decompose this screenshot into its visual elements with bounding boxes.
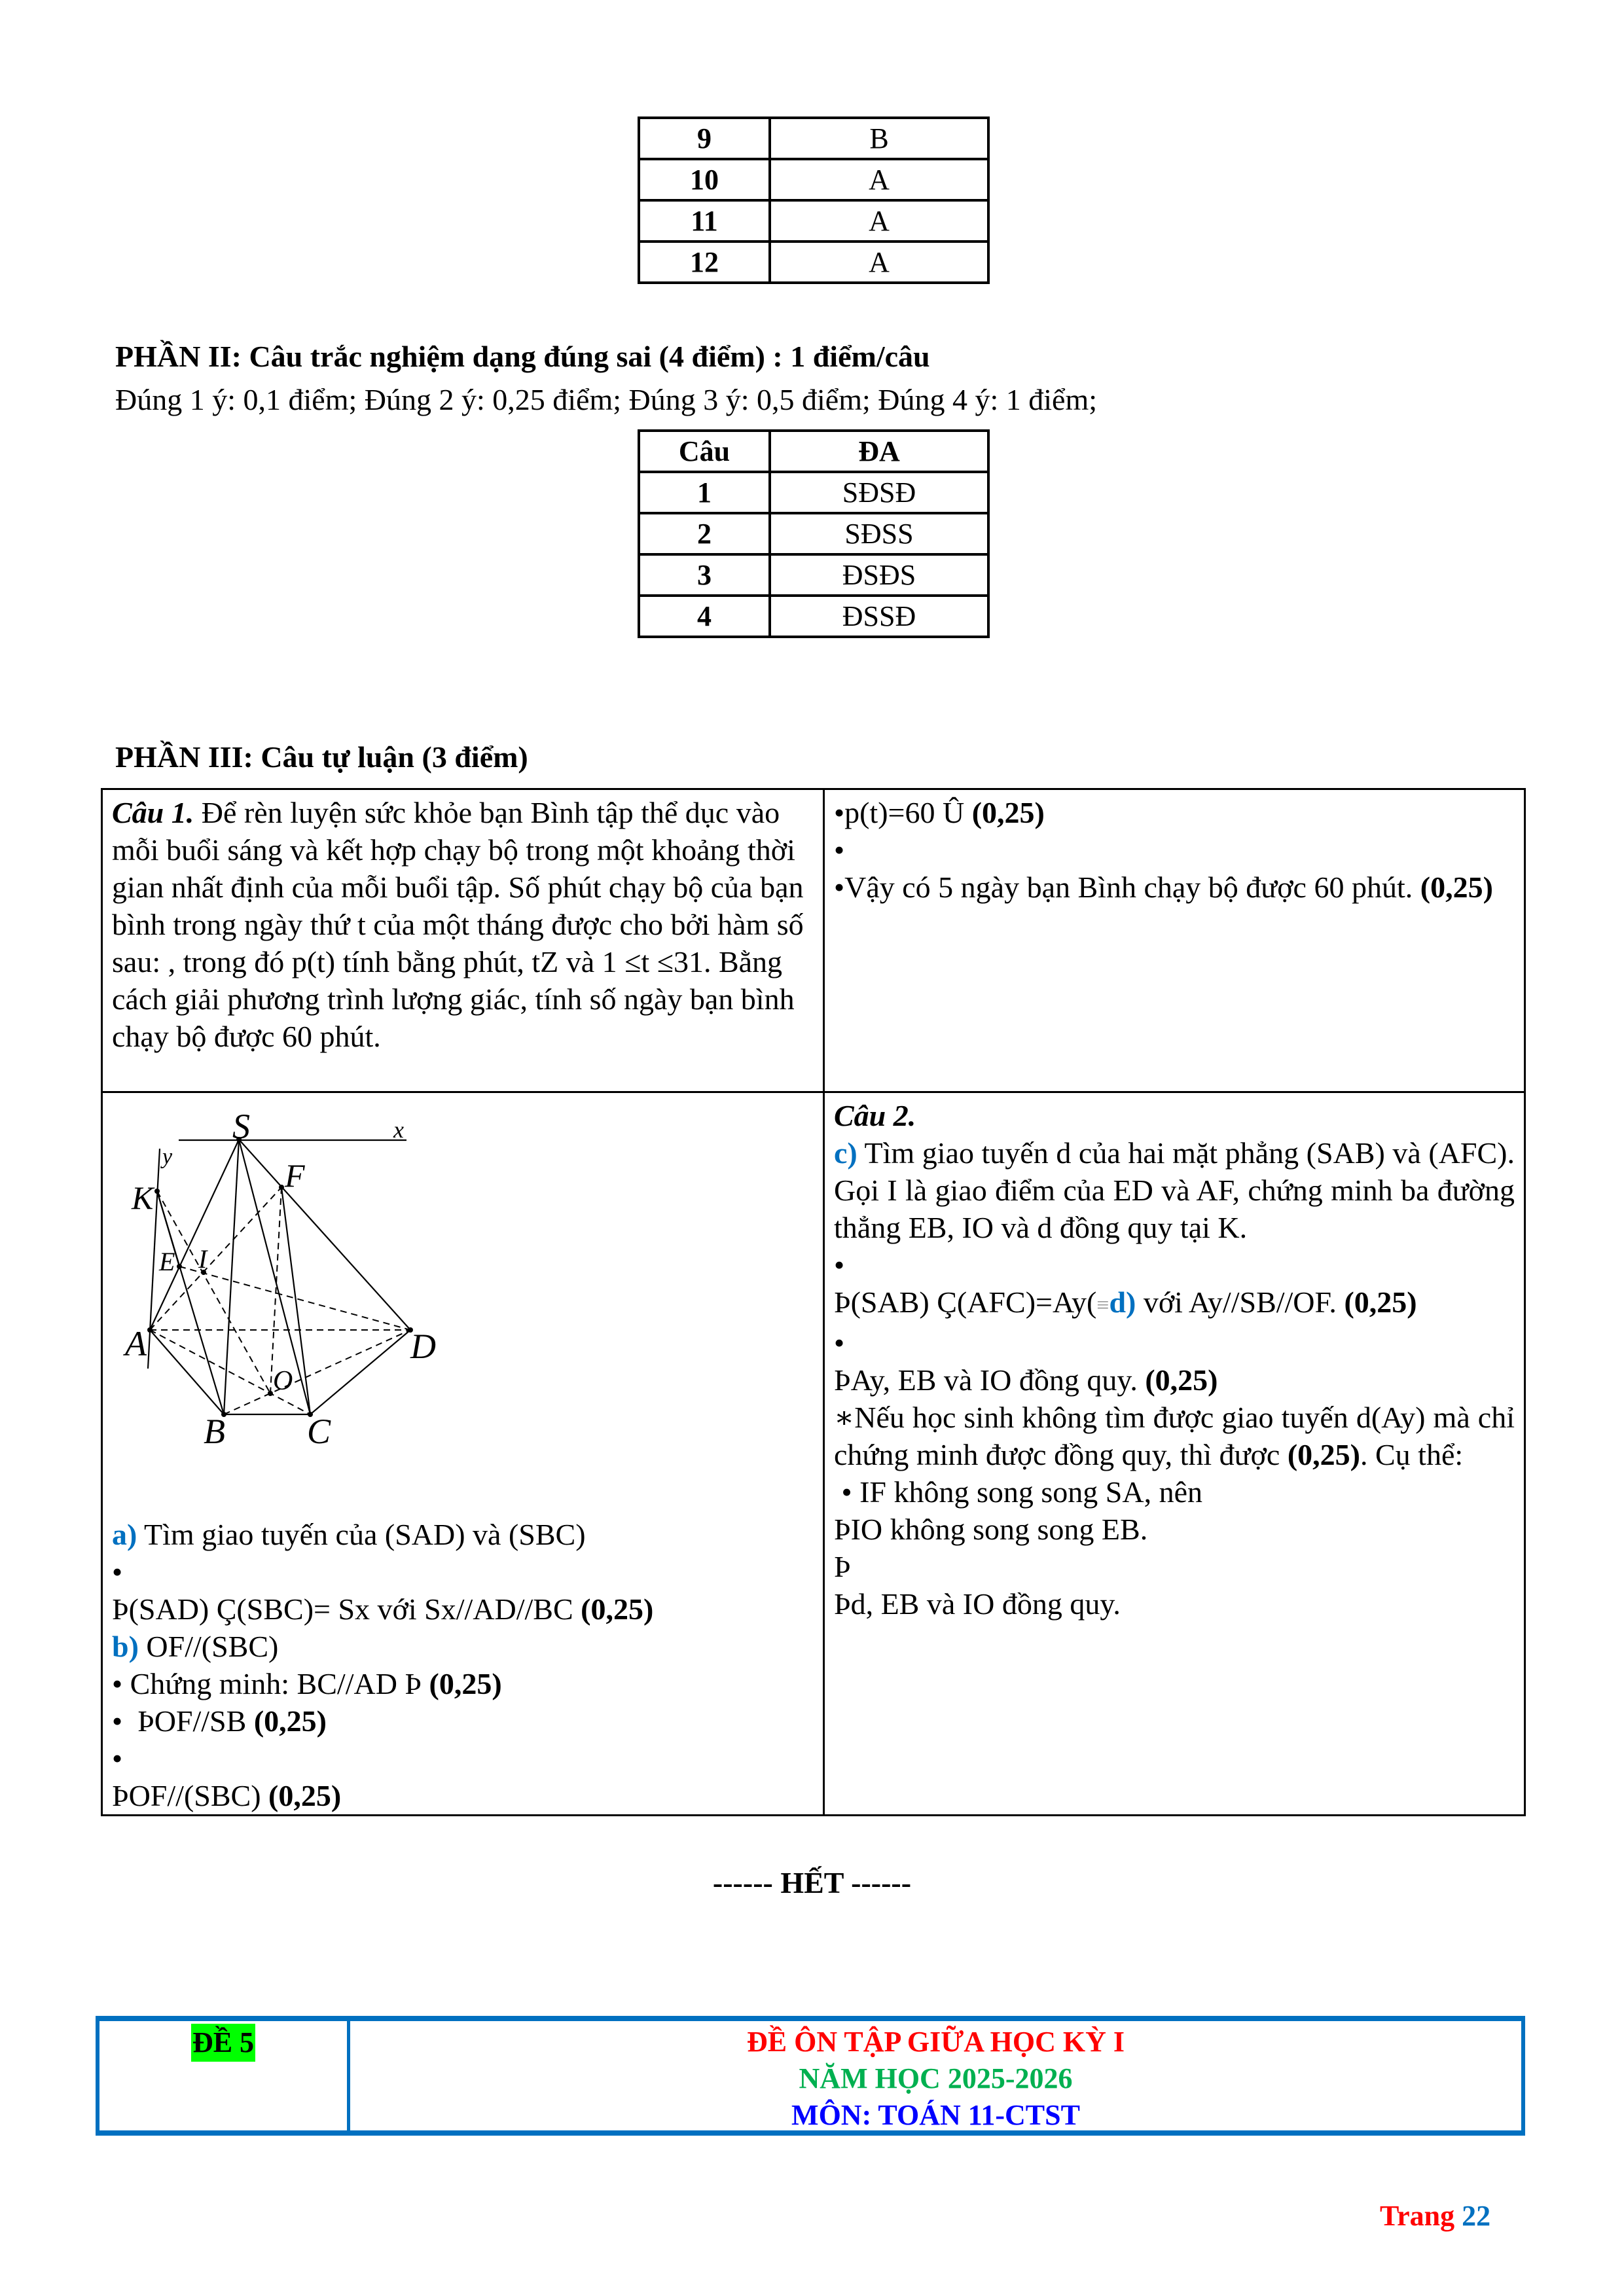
label-x: x [393,1117,404,1143]
question-number: 10 [639,159,770,200]
part2-answer-table [638,429,990,638]
part1-answer-table [638,117,990,284]
question2-left-cell [102,1092,824,1816]
table-row [639,472,988,513]
part-b-line: • Chứng minh: BC//AD Þ (0,25) [112,1667,502,1700]
part-c-line: Þ(SAB) Ç(AFC)=Ay(≡d) với Ay//SB//OF. (0,25) [834,1285,1417,1319]
question-number: 3 [639,554,770,596]
question1-text: Để rèn luyện sức khỏe bạn Bình tập thể dục vào mỗi buổi sáng và kết hợp chạy bộ trong một khoảng thời gian nhất định của mỗi buổi tập. Số phút chạy bộ của bạn bình trong ngày thứ t của một tháng được cho bởi hàm số sau: , trong đó p(t) tính bằng phút, tZ và 1 ≤t ≤31. Bằng cách giải phương trình lượng giác, tính số ngày bạn bình chạy bộ được 60 phút. [112,796,804,1053]
part-c-line: Þd, EB và IO đồng quy. [834,1587,1121,1621]
answer-cell: ĐSĐS [770,554,988,596]
answer-line: •Vậy có 5 ngày bạn Bình chạy bộ được 60 phút. (0,25) [834,870,1493,904]
part-c-line: ÞAy, EB và IO đồng quy. (0,25) [834,1363,1218,1397]
table-row [639,242,988,283]
answer-cell: A [770,242,988,283]
score: (0,25) [581,1592,654,1626]
label-S: S [232,1107,250,1146]
part-c-line: • IF không song song SA, nên [834,1475,1203,1509]
answer-line: •p(t)=60 Û (0,25) [834,796,1045,829]
part-c-line: Þ [834,1550,851,1583]
exam-year: NĂM HỌC 2025-2026 [799,2062,1073,2094]
answer-cell: A [770,159,988,200]
exam-number-cell [99,2021,350,2130]
exam-number-badge: ĐỀ 5 [191,2024,255,2062]
question-number: 9 [639,118,770,159]
equivalent-symbol: ≡ [1096,1293,1110,1318]
label-D: D [410,1327,436,1366]
table-row [639,159,988,200]
table-row [639,513,988,554]
grading-note: ∗Nếu học sinh không tìm được giao tuyến d(Ay) mà chỉ chứng minh được đồng quy, thì được (0,25). Cụ thể: [834,1401,1515,1471]
part2-heading: PHẦN II: Câu trắc nghiệm dạng đúng sai (4 điểm) : 1 điểm/câu [115,340,930,373]
score: (0,25) [971,796,1045,829]
question1-row [102,789,1525,1092]
page-label: Trang [1380,2200,1455,2232]
question1-prompt-cell [102,789,824,1092]
table-row [639,596,988,637]
next-exam-header [96,2016,1525,2136]
question1-answer-cell [824,789,1525,1092]
part-c-line: ÞIO không song song EB. [834,1513,1148,1546]
geometry-figure [103,1093,816,1518]
table-header-row [639,431,988,472]
question1-label: Câu 1. [112,796,194,829]
answer-cell: ĐSSĐ [770,596,988,637]
question-number: 4 [639,596,770,637]
end-marker: ------ HẾT ------ [712,1866,912,1899]
label-K: K [132,1179,154,1216]
question-number: 1 [639,472,770,513]
table-row [639,118,988,159]
part2-scoring-rule: Đúng 1 ý: 0,1 điểm; Đúng 2 ý: 0,25 điểm; Đúng 3 ý: 0,5 điểm; Đúng 4 ý: 1 điểm; [115,383,1098,416]
part3-solution-table [101,788,1526,1816]
score: (0,25) [429,1667,502,1700]
answer-cell: A [770,200,988,242]
part-a-title: a) Tìm giao tuyến của (SAD) và (SBC) [112,1518,586,1551]
table-row [639,200,988,242]
question-number: 2 [639,513,770,554]
score: (0,25) [268,1779,342,1812]
question-number: 11 [639,200,770,242]
part3-heading: PHẦN III: Câu tự luận (3 điểm) [115,740,528,774]
question-number: 12 [639,242,770,283]
column-header-answer: ĐA [770,431,988,472]
question2-right-cell [824,1092,1525,1816]
score: (0,25) [1287,1438,1360,1471]
score: (0,25) [253,1704,327,1738]
table-row [639,554,988,596]
bullet: • [834,1248,845,1282]
label-y: y [162,1145,173,1169]
part-c-title: c) Tìm giao tuyến d của hai mặt phẳng (SAB) và (AFC). Gọi I là giao điểm của ED và AF, chứng minh ba đường thẳng EB, IO và d đồng quy tại K. [834,1136,1515,1244]
label-F: F [285,1157,305,1194]
label-E: E [159,1247,175,1276]
score: (0,25) [1145,1363,1218,1397]
question2-label: Câu 2. [834,1099,916,1132]
label-O: O [273,1366,293,1396]
page-number: 22 [1462,2200,1491,2232]
answer-cell: SĐSĐ [770,472,988,513]
label-B: B [204,1412,225,1451]
answer-cell: B [770,118,988,159]
question2-row [102,1092,1525,1816]
part-b-line: • ÞOF//SB (0,25) [112,1704,327,1738]
exam-title: ĐỀ ÔN TẬP GIỮA HỌC KỲ I [747,2026,1125,2058]
bullet: • [112,1555,123,1588]
part-b-line: ÞOF//(SBC) (0,25) [112,1779,342,1812]
part-a-result: Þ(SAD) Ç(SBC)= Sx với Sx//AD//BC (0,25) [112,1592,654,1626]
exam-subject: MÔN: TOÁN 11-CTST [791,2099,1080,2131]
score: (0,25) [1344,1285,1417,1319]
pyramid-diagram [112,1097,814,1516]
label-C: C [307,1412,331,1451]
exam-title-cell [350,2021,1521,2130]
column-header-question: Câu [639,431,770,472]
answer-line: • [834,833,845,867]
label-I: I [198,1244,208,1274]
page-footer [1380,2199,1490,2233]
score: (0,25) [1420,870,1493,904]
part-b-title: b) OF//(SBC) [112,1630,279,1663]
label-A: A [125,1324,147,1363]
answer-cell: SĐSS [770,513,988,554]
bullet: • [834,1326,845,1359]
bullet: • [112,1742,123,1775]
